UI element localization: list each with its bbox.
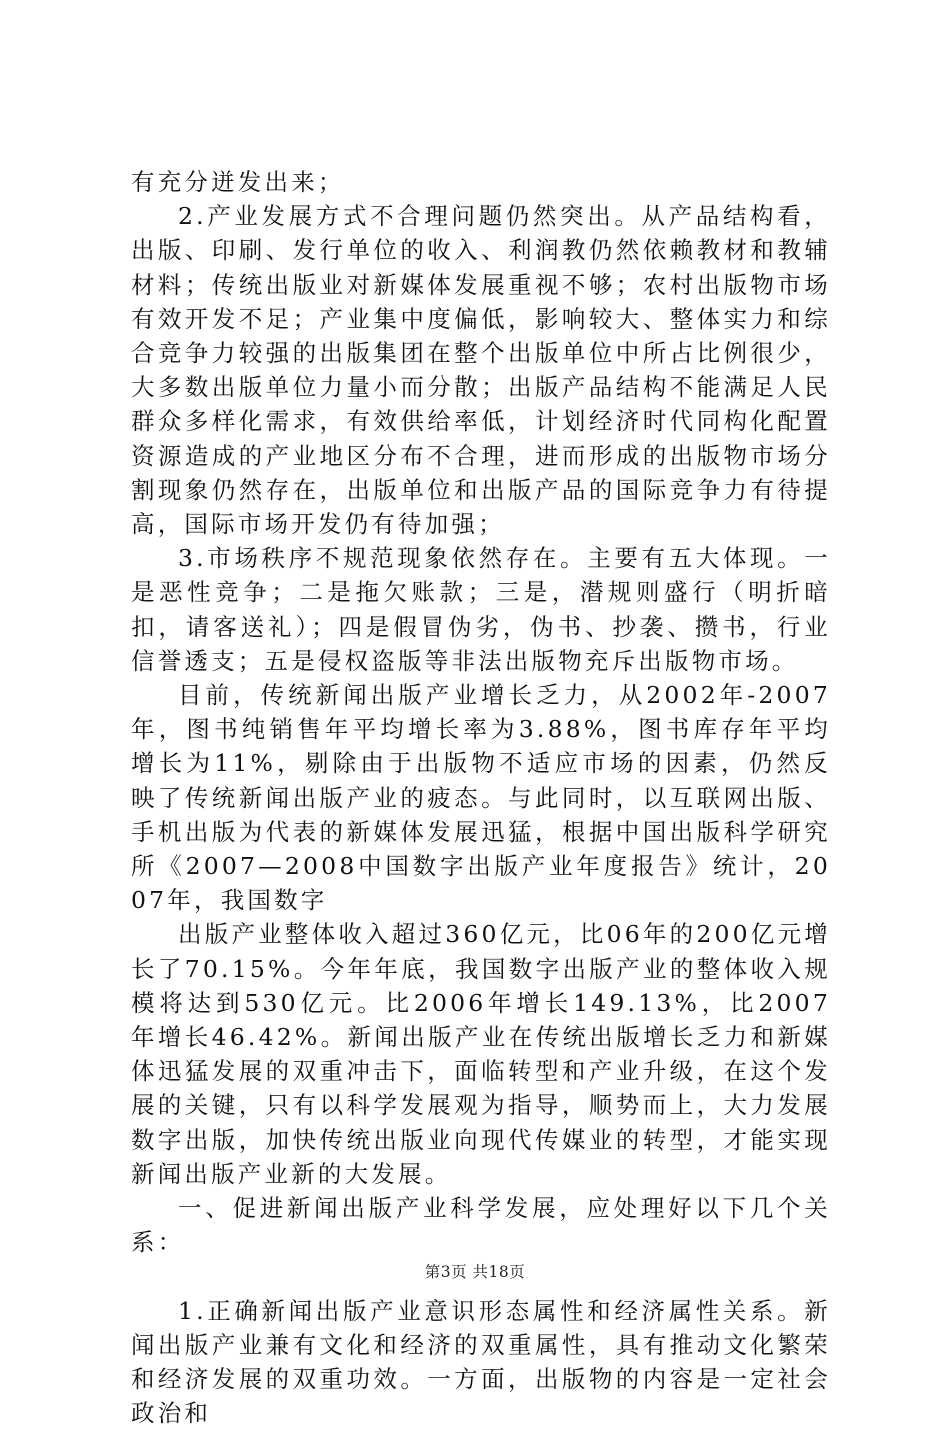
paragraph-current-situation: 目前，传统新闻出版产业增长乏力，从2002年-2007年，图书纯销售年平均增长率为3.88%，图书库存年平均增长为11%，剔除由于出版物不适应市场的因素，仍然反映了传统新闻出版产业的疲态。与此同时，以互联网出版、手机出版为代表的新媒体发展迅猛，根据中国出版科学研究所《2007—2008中国数字出版产业年度报告》统计，2007年，我国数字 <box>131 678 831 917</box>
paragraph-relationship-1: 1.正确新闻出版产业意识形态属性和经济属性关系。新闻出版产业兼有文化和经济的双重属性，具有推动文化繁荣和经济发展的双重功效。一方面，出版物的内容是一定社会政治和 <box>131 1294 831 1430</box>
paragraph-point-2: 2.产业发展方式不合理问题仍然突出。从产品结构看，出版、印刷、发行单位的收入、利润教仍然依赖教材和教辅材料；传统出版业对新媒体发展重视不够；农村出版物市场有效开发不足；产业集中度偏低，影响较大、整体实力和综合竞争力较强的出版集团在整个出版单位中所占比例很少，大多数出版单位力量小而分散；出版产品结构不能满足人民群众多样化需求，有效供给率低，计划经济时代同构化配置资源造成的产业地区分布不合理，进而形成的出版物市场分割现象仍然存在，出版单位和出版产品的国际竞争力有待提高，国际市场开发仍有待加强； <box>131 199 831 541</box>
page-footer: 第3页 共18页 <box>0 1260 950 1282</box>
paragraph-continuation: 有充分迸发出来； <box>131 165 831 199</box>
paragraph-point-3: 3.市场秩序不规范现象依然存在。主要有五大体现。一是恶性竞争；二是拖欠账款；三是，潜规则盛行（明折暗扣，请客送礼）；四是假冒伪劣，伪书、抄袭、攒书，行业信誉透支；五是侵权盗版等非法出版物充斥出版物市场。 <box>131 541 831 678</box>
document-body <box>131 165 831 1430</box>
section-heading-1: 一、促进新闻出版产业科学发展，应处理好以下几个关系： <box>131 1191 831 1259</box>
paragraph-digital-publishing: 出版产业整体收入超过360亿元，比06年的200亿元增长了70.15%。今年年底，我国数字出版产业的整体收入规模将达到530亿元。比2006年增长149.13%，比2007年增长46.42%。新闻出版产业在传统出版增长乏力和新媒体迅猛发展的双重冲击下，面临转型和产业升级，在这个发展的关键，只有以科学发展观为指导，顺势而上，大力发展数字出版，加快传统出版业向现代传媒业的转型，才能实现新闻出版产业新的大发展。 <box>131 917 831 1191</box>
